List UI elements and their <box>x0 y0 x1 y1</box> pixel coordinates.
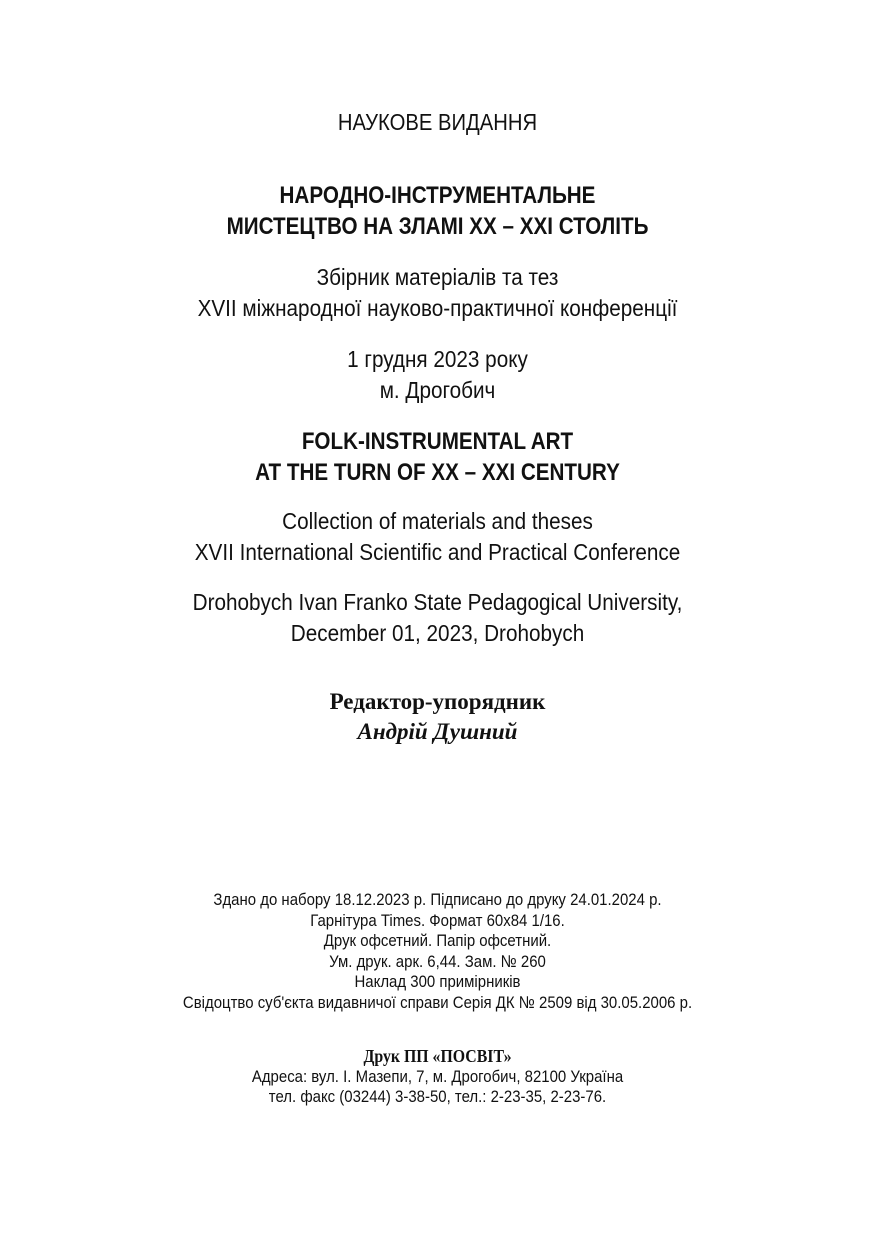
publication-kind-text: НАУКОВЕ ВИДАННЯ <box>337 109 538 135</box>
imprint-line-4: Ум. друк. арк. 6,44. Зам. № 260 <box>329 951 546 971</box>
title-english-line-1: FOLK-INSTRUMENTAL ART <box>301 428 574 455</box>
printer-details <box>53 1046 823 1108</box>
title-ukrainian <box>61 180 814 242</box>
subtitle-english-line-1: Collection of materials and theses <box>282 508 593 534</box>
imprint-line-5: Наклад 300 примірників <box>354 972 521 991</box>
printer-name: Друк ПП «ПОСВІТ» <box>363 1046 512 1066</box>
university-english <box>44 587 832 649</box>
university-english-line-1: Drohobych Ivan Franko State Pedagogical University, <box>192 589 683 615</box>
subtitle-english <box>44 506 832 568</box>
imprint-line-6: Свідоцтво суб'єкта видавничої справи Серія ДК № 2509 від 30.05.2006 р. <box>182 992 693 1012</box>
imprint-line-1: Здано до набору 18.12.2023 р. Підписано до друку 24.01.2024 р. <box>213 890 662 909</box>
subtitle-ukrainian <box>44 262 832 324</box>
subtitle-english-line-2: XVII International Scientific and Practical Conference <box>194 539 681 565</box>
editor-block <box>0 687 875 747</box>
title-english-line-2: AT THE TURN OF XX – XXI CENTURY <box>255 459 620 486</box>
imprint-details <box>53 890 823 1013</box>
editor-role: Редактор-упорядник <box>329 689 546 714</box>
imprint-line-2: Гарнітура Times. Формат 60х84 1/16. <box>310 910 565 930</box>
imprint-line-3: Друк офсетний. Папір офсетний. <box>323 931 552 950</box>
date-place-ukrainian <box>44 344 832 406</box>
subtitle-ukrainian-line-1: Збірник матеріалів та тез <box>316 264 559 290</box>
title-ukrainian-line-2: МИСТЕЦТВО НА ЗЛАМІ ХХ – ХХІ СТОЛІТЬ <box>226 213 649 240</box>
printer-address: Адреса: вул. І. Мазепи, 7, м. Дрогобич, 82100 Україна <box>251 1066 624 1086</box>
date-ukrainian: 1 грудня 2023 року <box>347 346 528 372</box>
university-english-line-2: December 01, 2023, Drohobych <box>290 620 585 646</box>
printer-phones: тел. факс (03244) 3-38-50, тел.: 2-23-35, 2-23-76. <box>268 1087 607 1106</box>
title-english <box>61 426 814 488</box>
title-ukrainian-line-1: НАРОДНО-ІНСТРУМЕНТАЛЬНЕ <box>279 182 596 209</box>
editor-name: Андрій Душний <box>357 719 518 744</box>
place-ukrainian: м. Дрогобич <box>379 377 496 403</box>
subtitle-ukrainian-line-2: XVII міжнародної науково-практичної конференції <box>197 295 678 321</box>
publication-kind <box>53 108 823 136</box>
